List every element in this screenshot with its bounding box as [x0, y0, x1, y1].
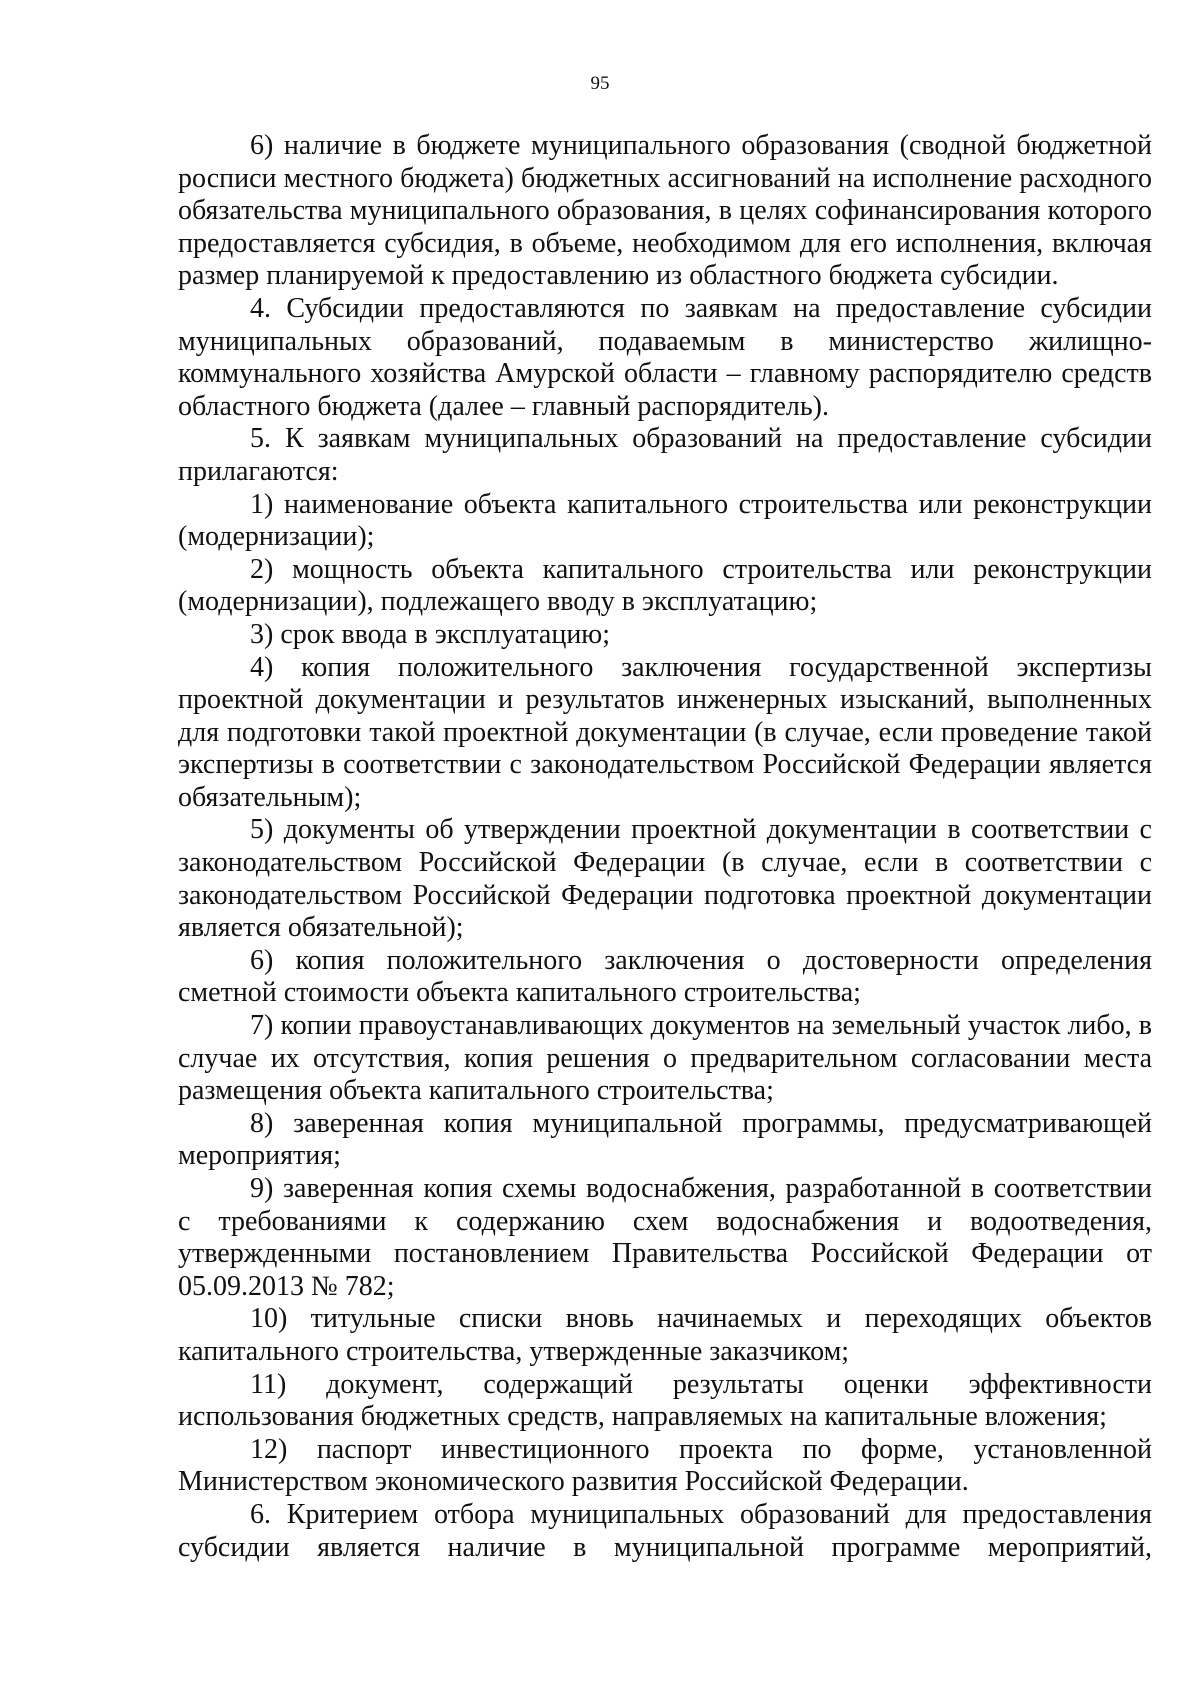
list-item-2-object-capacity: 2) мощность объекта капитального строительства или реконструкции (модернизации), подлежащего вводу в эксплуатацию; — [178, 553, 1152, 618]
list-item-12-investment-passport: 12) паспорт инвестиционного проекта по форме, установленной Министерством экономического развития Российской Федерации. — [178, 1433, 1152, 1498]
list-item-3-commissioning-date: 3) срок ввода в эксплуатацию; — [250, 618, 611, 650]
document-body — [178, 130, 1152, 1564]
list-item-1-object-name: 1) наименование объекта капитального строительства или реконструкции (модернизации); — [178, 488, 1152, 553]
paragraph-section-5-attachments: 5. К заявкам муниципальных образований на предоставление субсидии прилагаются: — [178, 423, 1152, 487]
paragraph-item-6-budget-allocations: 6) наличие в бюджете муниципального образования (сводной бюджетной росписи местного бюджета) бюджетных ассигнований на исполнение расходного обязательства муниципального образования, в целях софинансирования которого предоставляется субсидия, в объеме, необходимом для его исполнения, включая размер планируемой к предоставлению из областного бюджета субсидии. — [178, 130, 1152, 292]
list-item-8-municipal-program: 8) заверенная копия муниципальной программы, предусматривающей мероприятия; — [178, 1107, 1152, 1172]
list-item-11-efficiency-assessment: 11) документ, содержащий результаты оценки эффективности использования бюджетных средств, направляемых на капитальные вложения; — [178, 1368, 1152, 1433]
list-item-5-design-approval: 5) документы об утверждении проектной документации в соответствии с законодательством Российской Федерации (в случае, если в соответствии с законодательством Российской Федерации подготовка проектной документации является обязательной); — [178, 814, 1152, 944]
paragraph-section-4-applications: 4. Субсидии предоставляются по заявкам на предоставление субсидии муниципальных образований, подаваемым в министерство жилищно-коммунального хозяйства Амурской области – главному распорядителю средств областного бюджета (далее – главный распорядитель). — [178, 292, 1152, 422]
paragraph-section-6-selection-criterion: 6. Критерием отбора муниципальных образований для предоставления субсидии является наличие в муниципальной программе мероприятий, — [178, 1498, 1152, 1563]
list-item-9-water-supply-scheme: 9) заверенная копия схемы водоснабжения, разработанной в соответствии с требованиями к содержанию схем водоснабжения и водоотведения, утвержденными постановлением Правительства Российской Федерации от 05.09.2013 № 782; — [178, 1173, 1152, 1302]
page-number: 95 — [590, 73, 610, 94]
list-item-6-cost-reliability: 6) копия положительного заключения о достоверности определения сметной стоимости объекта капитального строительства; — [178, 944, 1152, 1009]
list-item-4-expertise-conclusion: 4) копия положительного заключения государственной экспертизы проектной документации и результатов инженерных изысканий, выполненных для подготовки такой проектной документации (в случае, если проведение такой экспертизы в соответствии с законодательством Российской Федерации является обязательным); — [178, 651, 1152, 813]
list-item-10-title-lists: 10) титульные списки вновь начинаемых и переходящих объектов капитального строительства, утвержденные заказчиком; — [178, 1303, 1152, 1367]
list-item-7-land-documents: 7) копии правоустанавливающих документов на земельный участок либо, в случае их отсутствия, копия решения о предварительном согласовании места размещения объекта капитального строительства; — [178, 1010, 1152, 1107]
